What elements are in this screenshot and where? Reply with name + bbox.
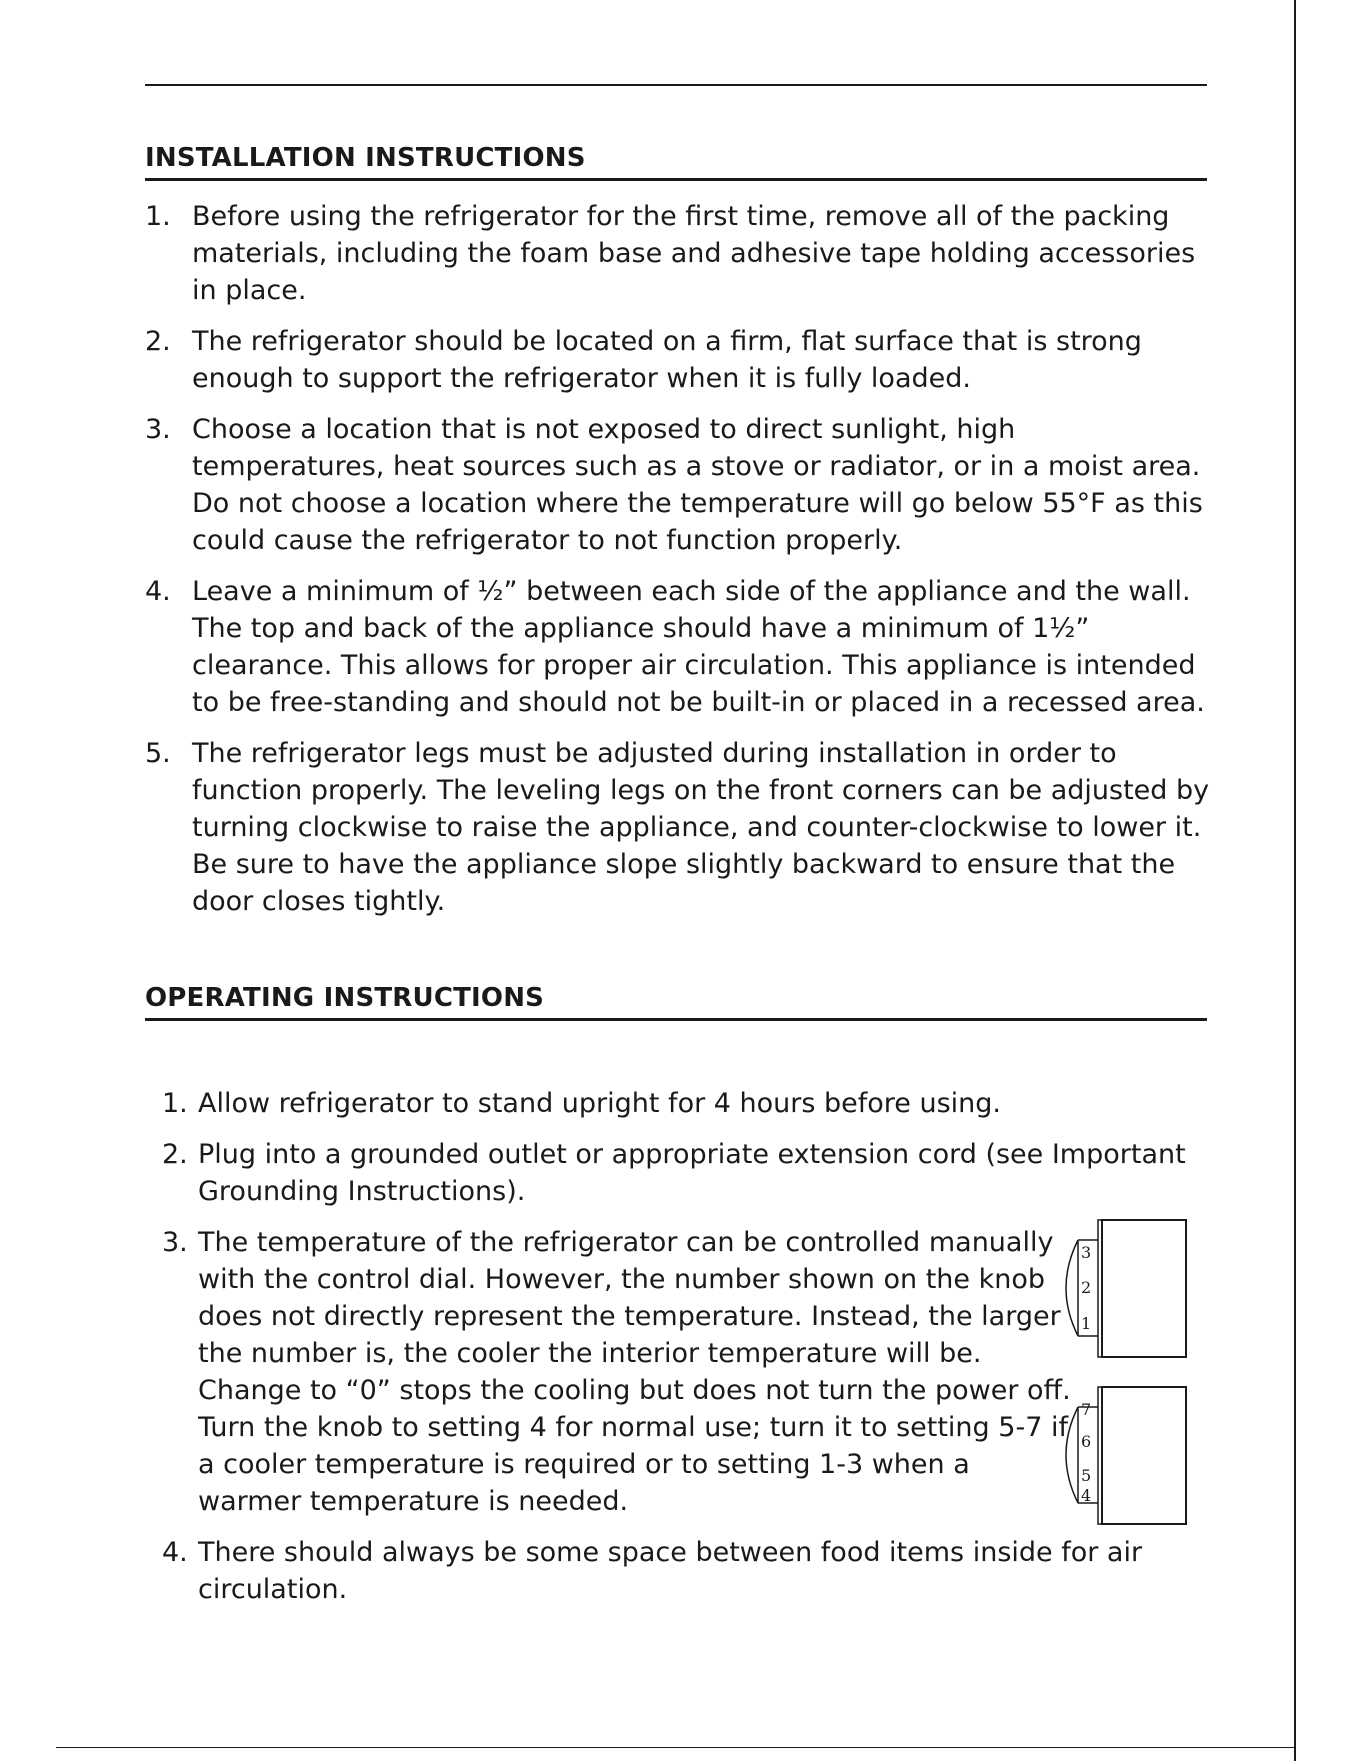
dial-number: 5 (1081, 1466, 1092, 1485)
item-text: Plug into a grounded outlet or appropriate extension cord (see Important Grounding Instructions). (198, 1139, 1186, 1207)
dial-number: 6 (1081, 1432, 1092, 1451)
dial-knob-grip (1066, 1407, 1078, 1503)
item-text: Allow refrigerator to stand upright for 4 hours before using. (198, 1088, 1002, 1119)
item-number: 4. (162, 1537, 188, 1568)
list-item (145, 573, 1215, 721)
item-number: 1. (145, 201, 171, 232)
bottom-rule (56, 1747, 1296, 1748)
item-text: The refrigerator should be located on a firm, flat surface that is strong enough to support the refrigerator when it is fully loaded. (192, 326, 1142, 394)
dial-knob-grip (1066, 1240, 1078, 1336)
item-number: 2. (162, 1139, 188, 1170)
operating-heading: OPERATING INSTRUCTIONS (145, 980, 1207, 1021)
item-text: The temperature of the refrigerator can be controlled manually with the control dial. However, the number shown on the knob does not directly represent the temperature. Instead, the larger the number is, the cooler the interior temperature will be. Change to “0” stops the cooling but does not turn the power off. Turn the knob to setting 4 for normal use; turn it to setting 5-7 if a cooler temperature is required or to setting 1-3 when a warmer temperature is needed. (198, 1227, 1071, 1517)
item-number: 2. (145, 326, 171, 357)
item-text: Leave a minimum of ½” between each side of the appliance and the wall. The top and back of the appliance should have a minimum of 1½” clearance. This allows for proper air circulation. This appliance is intended to be free-standing and should not be built-in or placed in a recessed area. (192, 576, 1205, 718)
installation-heading: INSTALLATION INSTRUCTIONS (145, 140, 1207, 181)
dial-number: 2 (1081, 1278, 1092, 1297)
page-edge (1294, 0, 1296, 1761)
dial-number: 7 (1081, 1400, 1092, 1419)
item-number: 3. (162, 1227, 188, 1258)
list-item (145, 323, 1215, 397)
item-text: Choose a location that is not exposed to direct sunlight, high temperatures, heat sources such as a stove or radiator, or in a moist area. Do not choose a location where the temperature will go below 55°F as this could cause the refrigerator to not function properly. (192, 414, 1203, 556)
dial-face (1102, 1220, 1186, 1357)
list-item (145, 411, 1215, 559)
item-number: 5. (145, 738, 171, 769)
control-dial-upper-illustration (1050, 1218, 1190, 1360)
list-item (162, 1534, 1212, 1608)
item-number: 3. (145, 414, 171, 445)
dial-number: 3 (1081, 1243, 1092, 1262)
list-item (162, 1136, 1212, 1210)
list-item (145, 198, 1215, 309)
item-text: Before using the refrigerator for the first time, remove all of the packing materials, including the foam base and adhesive tape holding accessories in place. (192, 201, 1196, 306)
dial-face (1102, 1387, 1186, 1524)
item-number: 1. (162, 1088, 188, 1119)
item-text: The refrigerator legs must be adjusted during installation in order to function properly. The leveling legs on the front corners can be adjusted by turning clockwise to raise the appliance, and counter-clockwise to lower it. Be sure to have the appliance slope slightly backward to ensure that the door closes tightly. (192, 738, 1210, 917)
dial-number: 1 (1081, 1314, 1092, 1333)
control-dial-lower-illustration (1050, 1385, 1190, 1527)
item-number: 4. (145, 576, 171, 607)
installation-list (145, 198, 1215, 934)
item-text: There should always be some space between food items inside for air circulation. (198, 1537, 1143, 1605)
list-item (162, 1085, 1212, 1122)
dial-number: 4 (1081, 1486, 1092, 1505)
list-item (145, 735, 1215, 920)
top-rule (145, 84, 1207, 86)
